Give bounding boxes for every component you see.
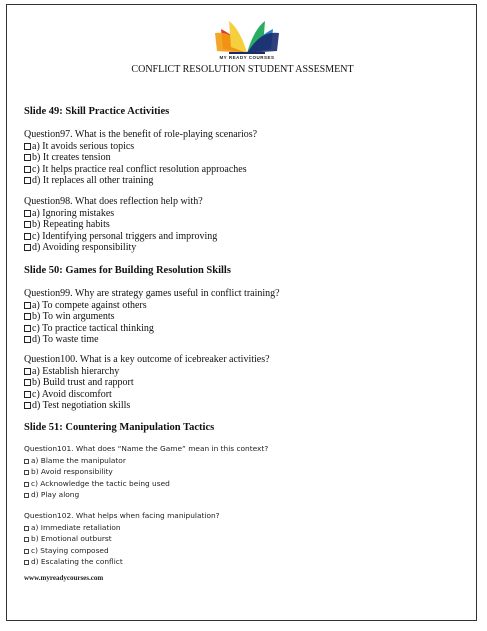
checkbox-icon[interactable] (24, 302, 31, 309)
option-b[interactable]: b) Avoid responsibility (24, 466, 268, 478)
option-b[interactable]: b) To win arguments (24, 311, 280, 323)
question-99 (24, 288, 280, 346)
document-title: CONFLICT RESOLUTION STUDENT ASSESMENT (131, 64, 354, 75)
option-b[interactable]: b) Emotional outburst (24, 533, 220, 545)
option-a[interactable]: a) Blame the manipulator (24, 455, 268, 467)
logo-text: MY READY COURSES (219, 55, 275, 60)
option-c[interactable]: c) To practice tactical thinking (24, 323, 280, 335)
question-text: Question101. What does “Name the Game” mean in this context? (24, 444, 269, 453)
checkbox-icon[interactable] (24, 154, 31, 161)
checkbox-icon[interactable] (24, 493, 29, 498)
question-text: Question100. What is a key outcome of icebreaker activities? (24, 354, 270, 365)
question-101 (24, 443, 268, 501)
question-text: Question98. What does reflection help with? (24, 196, 203, 207)
option-a[interactable]: a) Immediate retaliation (24, 522, 220, 534)
option-a[interactable]: a) Ignoring mistakes (24, 208, 217, 220)
option-c[interactable]: c) Avoid discomfort (24, 389, 270, 401)
checkbox-icon[interactable] (24, 402, 31, 409)
checkbox-icon[interactable] (24, 482, 29, 487)
checkbox-icon[interactable] (24, 177, 31, 184)
document-page (6, 4, 477, 621)
checkbox-icon[interactable] (24, 143, 31, 150)
book-logo-icon (209, 19, 285, 55)
checkbox-icon[interactable] (24, 325, 31, 332)
option-a[interactable]: a) It avoids serious topics (24, 141, 257, 153)
option-c[interactable]: c) Staying composed (24, 545, 220, 557)
checkbox-icon[interactable] (24, 549, 29, 554)
checkbox-icon[interactable] (24, 233, 31, 240)
option-a[interactable]: a) Establish hierarchy (24, 366, 270, 378)
logo (209, 19, 285, 65)
option-c[interactable]: c) Identifying personal triggers and improving (24, 231, 217, 243)
option-d[interactable]: d) Play along (24, 489, 268, 501)
checkbox-icon[interactable] (24, 470, 29, 475)
option-d[interactable]: d) Test negotiation skills (24, 400, 270, 412)
checkbox-icon[interactable] (24, 368, 31, 375)
slide-51-heading: Slide 51: Countering Manipulation Tactics (24, 422, 215, 433)
question-text: Question99. Why are strategy games useful in conflict training? (24, 288, 280, 299)
question-98 (24, 196, 217, 254)
checkbox-icon[interactable] (24, 459, 29, 464)
question-text: Question102. What helps when facing manipulation? (24, 511, 220, 520)
slide-50-heading: Slide 50: Games for Building Resolution Skills (24, 265, 231, 276)
question-102 (24, 510, 220, 568)
option-c[interactable]: c) Acknowledge the tactic being used (24, 478, 268, 490)
checkbox-icon[interactable] (24, 379, 31, 386)
checkbox-icon[interactable] (24, 313, 31, 320)
option-b[interactable]: b) Build trust and rapport (24, 377, 270, 389)
checkbox-icon[interactable] (24, 244, 31, 251)
checkbox-icon[interactable] (24, 336, 31, 343)
checkbox-icon[interactable] (24, 537, 29, 542)
option-a[interactable]: a) To compete against others (24, 300, 280, 312)
option-b[interactable]: b) It creates tension (24, 152, 257, 164)
footer-url[interactable]: www.myreadycourses.com (24, 574, 104, 582)
checkbox-icon[interactable] (24, 221, 31, 228)
option-d[interactable]: d) Avoiding responsibility (24, 242, 217, 254)
checkbox-icon[interactable] (24, 391, 31, 398)
question-97 (24, 129, 257, 187)
checkbox-icon[interactable] (24, 210, 31, 217)
option-c[interactable]: c) It helps practice real conflict resolution approaches (24, 164, 257, 176)
checkbox-icon[interactable] (24, 560, 29, 565)
slide-49-heading: Slide 49: Skill Practice Activities (24, 106, 170, 117)
option-d[interactable]: d) To waste time (24, 334, 280, 346)
checkbox-icon[interactable] (24, 526, 29, 531)
question-text: Question97. What is the benefit of role-playing scenarios? (24, 129, 258, 140)
option-d[interactable]: d) Escalating the conflict (24, 556, 220, 568)
checkbox-icon[interactable] (24, 166, 31, 173)
question-100 (24, 354, 270, 412)
option-d[interactable]: d) It replaces all other training (24, 175, 257, 187)
option-b[interactable]: b) Repeating habits (24, 219, 217, 231)
